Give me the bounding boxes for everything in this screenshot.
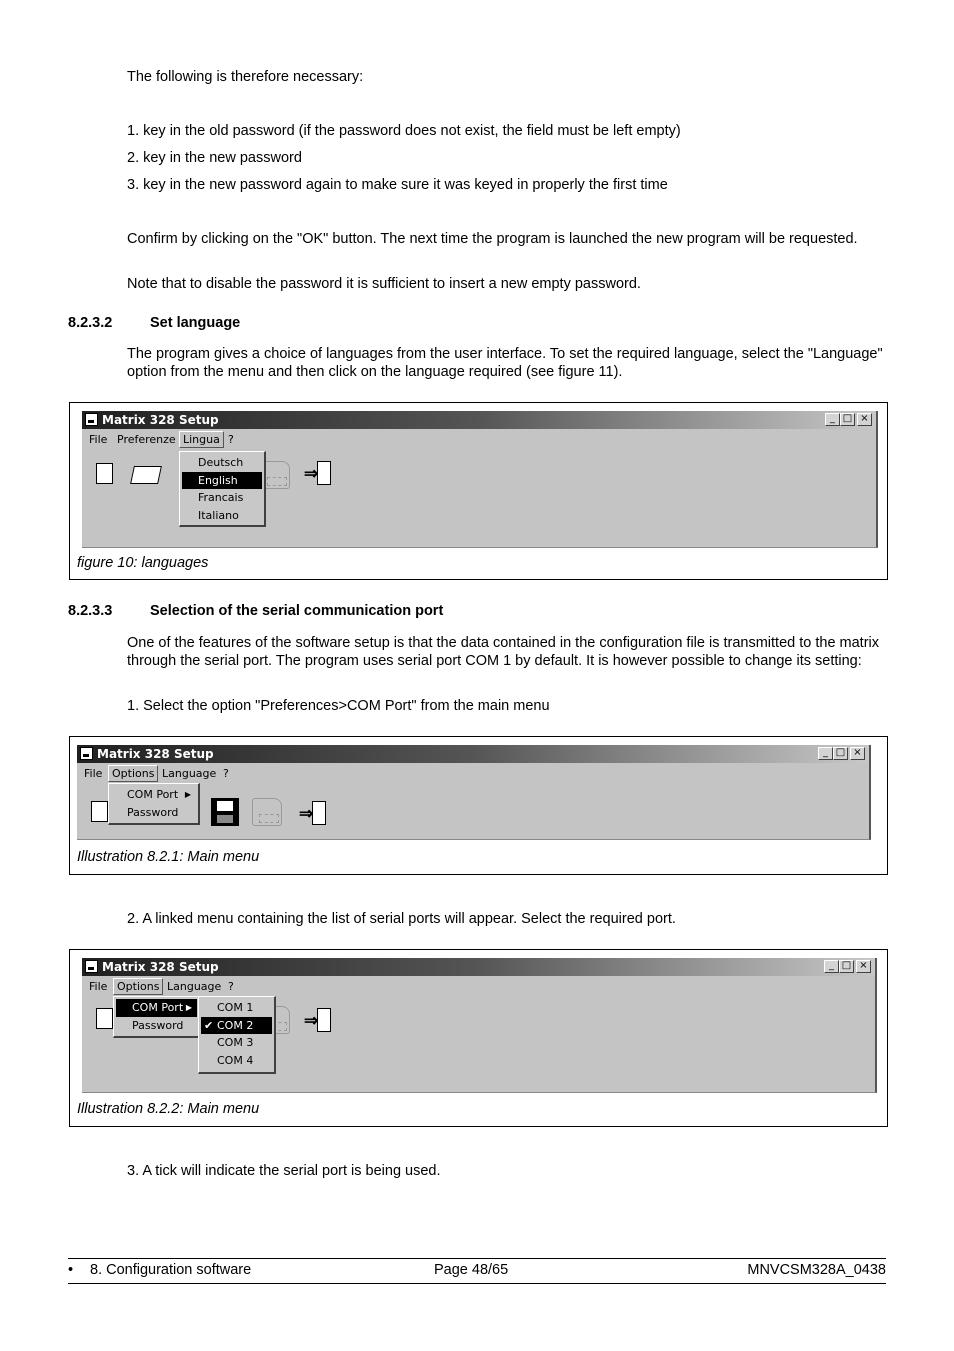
menu-bar [82, 977, 875, 996]
section-number: 8.2.3.3 [68, 603, 113, 619]
menu-lingua[interactable]: Lingua [179, 431, 224, 448]
figure-caption: figure 10: languages [77, 555, 209, 571]
menu-item-com-port[interactable]: COM Port ▶ [111, 786, 196, 804]
menu-help[interactable]: ? [228, 433, 234, 446]
section-heading-language [68, 315, 240, 331]
window-title: Matrix 328 Setup [102, 960, 219, 974]
app-window [82, 958, 877, 1093]
page-footer [68, 1258, 886, 1284]
menu-options[interactable]: Options [108, 765, 158, 782]
options-dropdown [108, 783, 200, 825]
menu-help[interactable]: ? [228, 980, 234, 993]
menu-preferenze[interactable]: Preferenze [117, 433, 176, 446]
menu-item-password[interactable]: Password [127, 805, 179, 819]
menu-file[interactable]: File [84, 767, 103, 780]
app-window [82, 411, 878, 548]
new-file-icon[interactable] [96, 463, 113, 484]
figure-main-menu-2 [69, 949, 888, 1127]
upload-icon[interactable] [211, 798, 239, 826]
figure-caption: Illustration 8.2.2: Main menu [77, 1101, 260, 1117]
footer-chapter: 8. Configuration software [90, 1262, 252, 1278]
step-1: 1. key in the old password (if the password does not exist, the field must be left empty) [127, 123, 681, 139]
com-port-submenu [198, 996, 276, 1074]
app-icon [80, 747, 93, 760]
options-dropdown [113, 996, 201, 1038]
title-bar [82, 411, 876, 429]
menu-bar [82, 430, 876, 449]
menu-item-password[interactable]: Password [132, 1018, 184, 1032]
chevron-right-icon: ▶ [185, 1003, 192, 1012]
app-icon [85, 413, 98, 426]
close-button[interactable]: × [850, 747, 865, 760]
serial-body: One of the features of the software setup is that the data contained in the configuration file is transmitted to the matrix through the serial port. The program uses serial port COM 1 by default. It is however possible to change its setting: [127, 635, 880, 669]
menu-item-english[interactable]: English [182, 472, 262, 490]
window-title: Matrix 328 Setup [97, 747, 214, 761]
figure-languages [69, 402, 888, 580]
note-text: Note that to disable the password it is sufficient to insert a new empty password. [127, 276, 641, 292]
open-folder-icon[interactable] [130, 466, 162, 484]
menu-options[interactable]: Options [113, 978, 163, 995]
exit-icon[interactable]: ⇒ [304, 1008, 332, 1032]
footer-bullet: • [68, 1262, 74, 1278]
serial-step-3: 3. A tick will indicate the serial port is being used. [127, 1163, 441, 1179]
menu-item-italiano[interactable]: Italiano [198, 508, 239, 522]
menu-bar [77, 764, 869, 783]
new-file-icon[interactable] [96, 1008, 113, 1029]
checkmark-icon: ✔ [204, 1018, 214, 1032]
minimize-button[interactable]: _ [824, 960, 839, 973]
title-bar [82, 958, 875, 976]
footer-page-number: Page 48/65 [434, 1262, 509, 1278]
maximize-button[interactable]: □ [833, 747, 848, 760]
maximize-button[interactable]: □ [840, 413, 855, 426]
menu-item-com-port[interactable]: COM Port ▶ [116, 999, 197, 1017]
section-number: 8.2.3.2 [68, 315, 113, 331]
new-file-icon[interactable] [91, 801, 108, 822]
minimize-button[interactable]: _ [818, 747, 833, 760]
language-body: The program gives a choice of languages from the user interface. To set the required language, select the "Language" option from the menu and then click on the language required (see figure 11). [127, 346, 883, 380]
menu-language[interactable]: Language [162, 767, 217, 780]
menu-language[interactable]: Language [167, 980, 222, 993]
menu-help[interactable]: ? [223, 767, 229, 780]
exit-icon[interactable]: ⇒ [299, 801, 327, 825]
step-3: 3. key in the new password again to make sure it was keyed in properly the first time [127, 177, 668, 193]
menu-item-com2[interactable]: ✔ COM 2 [201, 1017, 272, 1035]
figure-caption: Illustration 8.2.1: Main menu [77, 849, 260, 865]
menu-item-com3[interactable]: COM 3 [217, 1036, 254, 1049]
serial-step-2: 2. A linked menu containing the list of serial ports will appear. Select the required port. [127, 911, 676, 927]
language-dropdown [179, 451, 266, 527]
confirm-text: Confirm by clicking on the "OK" button. The next time the program is launched the new program will be requested. [127, 231, 858, 247]
section-heading-serial [68, 603, 443, 619]
section-title: Set language [150, 315, 241, 331]
close-button[interactable]: × [856, 960, 871, 973]
section-title: Selection of the serial communication port [150, 603, 444, 619]
intro-text: The following is therefore necessary: [127, 69, 364, 85]
title-bar [77, 745, 869, 763]
exit-icon[interactable]: ⇒ [304, 461, 332, 485]
minimize-button[interactable]: _ [825, 413, 840, 426]
menu-item-com1[interactable]: COM 1 [217, 1001, 254, 1014]
step-2: 2. key in the new password [127, 150, 302, 166]
close-button[interactable]: × [857, 413, 872, 426]
menu-file[interactable]: File [89, 980, 108, 993]
menu-item-com4[interactable]: COM 4 [217, 1053, 254, 1067]
footer-doc-code: MNVCSM328A_0438 [747, 1262, 886, 1278]
maximize-button[interactable]: □ [839, 960, 854, 973]
menu-item-deutsch[interactable]: Deutsch [198, 456, 244, 469]
menu-file[interactable]: File [89, 433, 108, 446]
app-icon [85, 960, 98, 973]
app-window [77, 745, 871, 840]
serial-step-1: 1. Select the option "Preferences>COM Port" from the main menu [127, 698, 550, 714]
menu-item-francais[interactable]: Francais [198, 491, 244, 504]
figure-main-menu-1 [69, 736, 888, 875]
window-title: Matrix 328 Setup [102, 413, 219, 427]
download-icon[interactable] [252, 798, 282, 826]
chevron-right-icon: ▶ [184, 790, 191, 799]
